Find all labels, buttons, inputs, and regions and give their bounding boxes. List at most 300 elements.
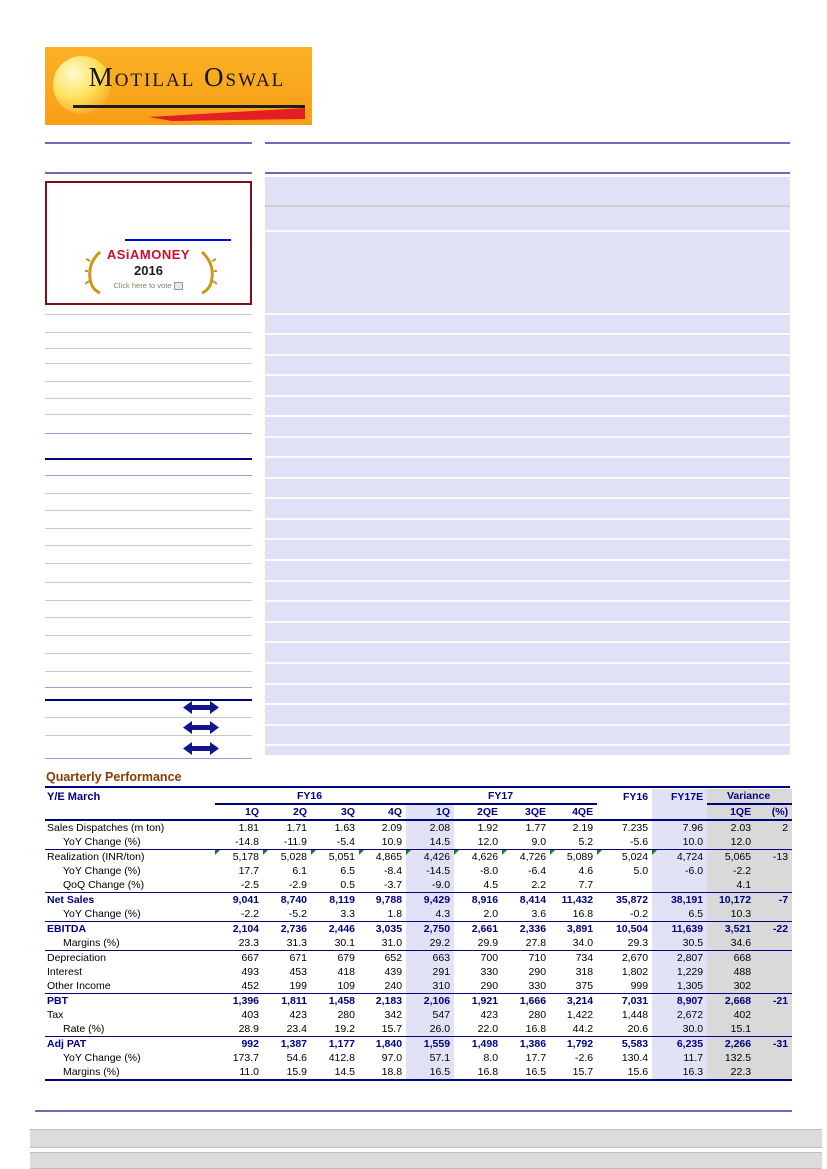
- value-cell: 1,177: [311, 1037, 359, 1052]
- award-year: 2016: [134, 263, 163, 278]
- header-fy17e-annual: FY17E: [652, 789, 707, 804]
- value-cell: [755, 907, 792, 922]
- value-cell: 668: [707, 951, 755, 966]
- value-cell: 2: [755, 820, 792, 835]
- value-cell: 16.5: [406, 1065, 454, 1080]
- logo-red-swoosh-icon: [148, 108, 305, 122]
- ye-march-label: Y/E March: [47, 790, 101, 803]
- value-cell: 4,865: [359, 850, 406, 865]
- value-cell: 2,672: [652, 1008, 707, 1022]
- value-cell: [755, 878, 792, 893]
- value-cell: 10,172: [707, 893, 755, 908]
- value-cell: -5.2: [288, 908, 307, 920]
- value-cell: 5,028: [263, 850, 311, 865]
- value-cell: [755, 965, 792, 979]
- panel-row-separator: [265, 395, 790, 397]
- value-cell: -22: [755, 922, 792, 937]
- double-arrow-icon: [183, 701, 219, 714]
- subheader-1Q: 1Q: [215, 804, 263, 820]
- value-cell: 1,305: [652, 979, 707, 994]
- sidebar-line: [45, 314, 252, 315]
- panel-row-separator: [265, 374, 790, 376]
- value-cell: 9.0: [531, 836, 547, 848]
- value-cell: 2.09: [381, 822, 403, 834]
- value-cell: -2.5: [240, 879, 259, 891]
- row-label: Depreciation: [45, 951, 215, 966]
- value-cell: 34.0: [572, 937, 594, 949]
- subheader-1Q: 1Q: [406, 804, 454, 820]
- value-cell: 2,336: [502, 922, 550, 937]
- value-cell: [755, 1008, 792, 1022]
- value-cell: 8,414: [502, 893, 550, 908]
- table-row: [45, 878, 792, 893]
- value-cell: 1,396: [215, 994, 263, 1009]
- panel-row-separator: [265, 313, 790, 315]
- sidebar-line: [45, 600, 252, 601]
- sidebar-line: [45, 381, 252, 382]
- footer-bar: [30, 1129, 822, 1148]
- value-cell: 3.6: [531, 908, 547, 920]
- value-cell: 2,807: [652, 951, 707, 966]
- table-row: [45, 994, 792, 1009]
- value-cell: 16.8: [454, 1065, 502, 1080]
- value-cell: 992: [215, 1037, 263, 1052]
- value-cell: 290: [480, 980, 499, 992]
- value-cell: 2,668: [707, 994, 755, 1009]
- value-cell: 2,106: [406, 994, 454, 1009]
- value-cell: -2.9: [288, 879, 307, 891]
- row-label: Net Sales: [45, 893, 215, 908]
- value-cell: 1,792: [550, 1037, 597, 1052]
- sidebar-line: [45, 414, 252, 415]
- value-cell: 9,429: [406, 893, 454, 908]
- value-cell: -21: [755, 994, 792, 1009]
- footer-rule: [35, 1110, 792, 1112]
- award-badge: [47, 247, 250, 290]
- sidebar-line: [45, 758, 252, 759]
- table-row: [45, 965, 792, 979]
- value-cell: 4.3: [406, 907, 454, 922]
- value-cell: 15.6: [597, 1065, 652, 1080]
- value-cell: 1,498: [454, 1037, 502, 1052]
- row-label: Realization (INR/ton): [45, 850, 215, 865]
- value-cell: [755, 1065, 792, 1080]
- value-cell: 22.3: [707, 1065, 755, 1080]
- header-rule: [265, 172, 790, 174]
- value-cell: 4.6: [578, 865, 594, 877]
- value-cell: 14.5: [406, 835, 454, 850]
- row-label: Rate (%): [63, 1023, 105, 1035]
- value-cell: 7.235: [621, 822, 649, 834]
- value-cell: 2.19: [572, 822, 594, 834]
- row-label: PBT: [45, 994, 215, 1009]
- value-cell: 4,726: [502, 850, 550, 865]
- table-row: [45, 1022, 792, 1037]
- table-group-header-row: [45, 789, 792, 804]
- value-cell: 280: [528, 1009, 547, 1021]
- row-label: Adj PAT: [45, 1037, 215, 1052]
- value-cell: 663: [406, 951, 454, 966]
- sidebar-line: [45, 475, 252, 476]
- sidebar-line: [45, 563, 252, 564]
- value-cell: 671: [263, 951, 311, 966]
- sidebar-line: [45, 687, 252, 688]
- panel-row-separator: [265, 600, 790, 602]
- vote-link[interactable]: Click here to vote: [47, 281, 250, 290]
- value-cell: 710: [502, 951, 550, 966]
- table-row: [45, 1051, 792, 1065]
- double-arrow-icon: [183, 721, 219, 734]
- value-cell: [755, 1051, 792, 1065]
- value-cell: 403: [241, 1009, 259, 1021]
- value-cell: 1,921: [454, 994, 502, 1009]
- value-cell: 8,119: [311, 893, 359, 908]
- value-cell: 1,422: [566, 1009, 594, 1021]
- panel-row-separator: [265, 333, 790, 335]
- row-label: Sales Dispatches (m ton): [47, 822, 165, 834]
- value-cell: 5,065: [707, 850, 755, 865]
- value-cell: 22.0: [477, 1023, 499, 1035]
- value-cell: 453: [289, 966, 307, 978]
- value-cell: 342: [384, 1009, 403, 1021]
- sidebar-line: [45, 735, 252, 736]
- value-cell: 423: [480, 1009, 499, 1021]
- value-cell: 31.3: [286, 937, 307, 949]
- value-cell: 418: [337, 966, 355, 978]
- value-cell: 10,504: [597, 922, 652, 937]
- value-cell: 2.08: [406, 820, 454, 835]
- row-label: QoQ Change (%): [63, 879, 145, 891]
- sidebar-line: [45, 582, 252, 583]
- value-cell: 14.5: [311, 1065, 359, 1080]
- value-cell: 20.6: [627, 1023, 649, 1035]
- value-cell: 8,740: [263, 893, 311, 908]
- value-cell: 2,104: [215, 922, 263, 937]
- value-cell: 402: [707, 1008, 755, 1022]
- value-cell: 2,183: [359, 994, 406, 1009]
- header-fy16-annual: FY16: [622, 790, 649, 803]
- value-cell: 30.0: [652, 1022, 707, 1037]
- value-cell: 38,191: [652, 893, 707, 908]
- value-cell: -11.9: [283, 836, 307, 848]
- quarterly-performance-section: [45, 770, 790, 1081]
- panel-row-separator: [265, 580, 790, 582]
- value-cell: 999: [630, 980, 649, 992]
- value-cell: -6.4: [527, 865, 547, 877]
- value-cell: 28.9: [238, 1023, 259, 1035]
- value-cell: 5,089: [550, 850, 597, 865]
- subheader-4Q: 4Q: [359, 804, 406, 820]
- value-cell: [755, 936, 792, 951]
- value-cell: 10.3: [707, 907, 755, 922]
- value-cell: 1,559: [406, 1037, 454, 1052]
- value-cell: 3,891: [550, 922, 597, 937]
- sidebar-line: [45, 510, 252, 511]
- value-cell: 5,178: [215, 850, 263, 865]
- panel-row-separator: [265, 641, 790, 643]
- value-cell: 4,724: [652, 850, 707, 865]
- value-cell: 423: [289, 1009, 307, 1021]
- value-cell: 700: [454, 951, 502, 966]
- value-cell: 15.7: [381, 1023, 403, 1035]
- value-cell: 452: [241, 980, 259, 992]
- value-cell: -3.7: [383, 879, 403, 891]
- value-cell: -6.0: [652, 864, 707, 878]
- value-cell: 15.7: [550, 1065, 597, 1080]
- panel-row-separator: [265, 683, 790, 685]
- panel-row-separator: [265, 538, 790, 540]
- sidebar-line: [45, 398, 252, 399]
- value-cell: 10.0: [652, 835, 707, 850]
- value-cell: 173.7: [232, 1052, 259, 1064]
- table-row: [45, 951, 792, 966]
- value-cell: 7.96: [652, 820, 707, 835]
- row-label: YoY Change (%): [63, 1052, 141, 1064]
- value-cell: -2.2: [240, 908, 259, 920]
- value-cell: -31: [755, 1037, 792, 1052]
- value-cell: 18.8: [359, 1065, 406, 1080]
- value-cell: 2.2: [531, 879, 547, 891]
- header-rule: [45, 172, 252, 174]
- panel-row-separator: [265, 436, 790, 438]
- subheader-4QE: 4QE: [550, 804, 597, 820]
- panel-row-separator: [265, 456, 790, 458]
- double-arrow-icon: [183, 742, 219, 755]
- sidebar-line: [45, 528, 252, 529]
- table-title: Quarterly Performance: [45, 770, 790, 788]
- row-label: YoY Change (%): [63, 865, 141, 877]
- subheader-1QE: 1QE: [707, 804, 755, 820]
- table-subheader-row: [45, 804, 792, 820]
- value-cell: 12.0: [477, 836, 499, 848]
- value-cell: 16.5: [502, 1065, 550, 1080]
- value-cell: -2.6: [575, 1052, 594, 1064]
- footer-bar: [30, 1152, 822, 1169]
- motilal-oswal-logo: [45, 47, 312, 125]
- value-cell: 4,426: [406, 850, 454, 865]
- table-row: [45, 1065, 792, 1080]
- value-cell: 130.4: [621, 1052, 649, 1064]
- value-cell: 290: [528, 966, 547, 978]
- value-cell: 679: [311, 951, 359, 966]
- value-cell: 493: [241, 966, 259, 978]
- header-rule: [265, 142, 790, 144]
- value-cell: 5.2: [578, 836, 594, 848]
- main-content-panel: [265, 177, 790, 755]
- value-cell: 439: [384, 966, 403, 978]
- value-cell: 3,214: [550, 994, 597, 1009]
- value-cell: 10.9: [381, 836, 403, 848]
- value-cell: 11.0: [215, 1065, 263, 1080]
- value-cell: 27.8: [525, 937, 547, 949]
- value-cell: -8.4: [383, 865, 403, 877]
- value-cell: -0.2: [630, 908, 649, 920]
- value-cell: 4.1: [707, 878, 755, 893]
- value-cell: 1.77: [525, 822, 547, 834]
- sidebar-line: [45, 332, 252, 333]
- value-cell: 1.71: [286, 822, 307, 834]
- value-cell: 31.0: [381, 937, 403, 949]
- sidebar-line: [45, 699, 252, 701]
- panel-row-separator: [265, 518, 790, 520]
- group-header-fy17: FY17: [406, 789, 597, 804]
- value-cell: 44.2: [572, 1023, 594, 1035]
- subheader-(%): (%): [755, 804, 792, 820]
- table-row: [45, 893, 792, 908]
- value-cell: 6.5: [652, 907, 707, 922]
- value-cell: 1,666: [502, 994, 550, 1009]
- value-cell: 17.7: [238, 865, 259, 877]
- panel-row-separator: [265, 477, 790, 479]
- panel-row-separator: [265, 415, 790, 417]
- quarterly-performance-table: [45, 789, 792, 1081]
- value-cell: 4,626: [454, 850, 502, 865]
- value-cell: 0.5: [340, 879, 355, 891]
- value-cell: 4.5: [483, 879, 499, 891]
- award-link-underline[interactable]: [125, 239, 231, 241]
- subheader-3Q: 3Q: [311, 804, 359, 820]
- panel-row-separator: [265, 354, 790, 356]
- value-cell: 318: [575, 966, 594, 978]
- value-cell: 7.7: [578, 879, 594, 891]
- value-cell: 1,840: [359, 1037, 406, 1052]
- value-cell: 97.0: [381, 1052, 403, 1064]
- value-cell: -13: [755, 850, 792, 865]
- value-cell: 330: [480, 966, 499, 978]
- value-cell: 310: [406, 979, 454, 994]
- value-cell: 26.0: [406, 1022, 454, 1037]
- value-cell: 280: [337, 1009, 355, 1021]
- table-row: [45, 1037, 792, 1052]
- value-cell: 34.6: [707, 936, 755, 951]
- value-cell: [755, 979, 792, 994]
- value-cell: 54.6: [286, 1052, 307, 1064]
- value-cell: [755, 835, 792, 850]
- value-cell: 302: [707, 979, 755, 994]
- row-label: YoY Change (%): [63, 908, 141, 920]
- sidebar-line: [45, 545, 252, 546]
- value-cell: [755, 1022, 792, 1037]
- value-cell: 17.7: [525, 1052, 547, 1064]
- panel-row-separator: [265, 559, 790, 561]
- value-cell: 2.0: [483, 908, 499, 920]
- value-cell: 2.03: [707, 820, 755, 835]
- value-cell: 240: [384, 980, 403, 992]
- value-cell: [755, 951, 792, 966]
- row-label: Tax: [47, 1009, 64, 1021]
- value-cell: 8,907: [652, 994, 707, 1009]
- value-cell: 2,736: [263, 922, 311, 937]
- header-rule: [45, 142, 252, 144]
- table-row: [45, 907, 792, 922]
- value-cell: 1,448: [621, 1009, 649, 1021]
- table-row: [45, 1008, 792, 1022]
- panel-row-separator: [265, 230, 790, 232]
- value-cell: 23.3: [238, 937, 259, 949]
- value-cell: 734: [550, 951, 597, 966]
- sidebar-line: [45, 717, 252, 718]
- value-cell: 667: [215, 951, 263, 966]
- value-cell: 375: [575, 980, 594, 992]
- table-row: [45, 835, 792, 850]
- value-cell: 412.8: [328, 1052, 355, 1064]
- value-cell: 1.63: [334, 822, 355, 834]
- vote-icon[interactable]: [174, 282, 183, 290]
- value-cell: 16.3: [652, 1065, 707, 1080]
- row-label: YoY Change (%): [63, 836, 141, 848]
- value-cell: -14.5: [406, 864, 454, 878]
- table-row: [45, 936, 792, 951]
- value-cell: 16.8: [525, 1023, 547, 1035]
- value-cell: 3,035: [359, 922, 406, 937]
- panel-row-separator: [265, 497, 790, 499]
- value-cell: 1,802: [621, 966, 649, 978]
- value-cell: 9,788: [359, 893, 406, 908]
- value-cell: 199: [289, 980, 307, 992]
- table-row: [45, 850, 792, 865]
- table-row: [45, 820, 792, 835]
- value-cell: -2.2: [707, 864, 755, 878]
- sidebar-line: [45, 458, 252, 460]
- value-cell: 547: [406, 1008, 454, 1022]
- value-cell: 11,639: [652, 922, 707, 937]
- value-cell: 8,916: [454, 893, 502, 908]
- table-row: [45, 922, 792, 937]
- value-cell: 3.3: [340, 908, 355, 920]
- sidebar-line: [45, 433, 252, 434]
- value-cell: -7: [755, 893, 792, 908]
- value-cell: 7,031: [597, 994, 652, 1009]
- subheader-blank: [45, 804, 215, 820]
- value-cell: 8.0: [483, 1052, 499, 1064]
- group-header-fy16: FY16: [215, 789, 406, 804]
- value-cell: 30.5: [652, 936, 707, 951]
- subheader-blank: [652, 804, 707, 820]
- value-cell: 5.0: [633, 865, 649, 877]
- value-cell: 5,024: [597, 850, 652, 865]
- value-cell: 3,521: [707, 922, 755, 937]
- panel-row-separator: [265, 621, 790, 623]
- table-row: [45, 864, 792, 878]
- value-cell: -9.0: [406, 878, 454, 893]
- value-cell: 1.81: [238, 822, 259, 834]
- row-label: Interest: [47, 966, 83, 978]
- value-cell: 2,670: [597, 951, 652, 966]
- value-cell: 15.9: [263, 1065, 311, 1080]
- subheader-2Q: 2Q: [263, 804, 311, 820]
- sidebar-line: [45, 363, 252, 364]
- table-row: [45, 979, 792, 994]
- sidebar-line: [45, 635, 252, 636]
- sidebar-line: [45, 348, 252, 349]
- panel-row-separator: [265, 703, 790, 705]
- award-card: [45, 181, 252, 305]
- value-cell: 2,446: [311, 922, 359, 937]
- value-cell: 652: [359, 951, 406, 966]
- value-cell: 1.92: [477, 822, 499, 834]
- value-cell: 488: [707, 965, 755, 979]
- value-cell: -5.4: [336, 836, 355, 848]
- row-label: EBITDA: [45, 922, 215, 937]
- panel-row-separator: [265, 205, 790, 207]
- value-cell: 2,661: [454, 922, 502, 937]
- row-label: Margins (%): [63, 937, 120, 949]
- value-cell: 1,386: [502, 1037, 550, 1052]
- value-cell: 29.3: [627, 937, 649, 949]
- value-cell: 29.2: [406, 936, 454, 951]
- subheader-blank: [597, 804, 652, 820]
- value-cell: 2,266: [707, 1037, 755, 1052]
